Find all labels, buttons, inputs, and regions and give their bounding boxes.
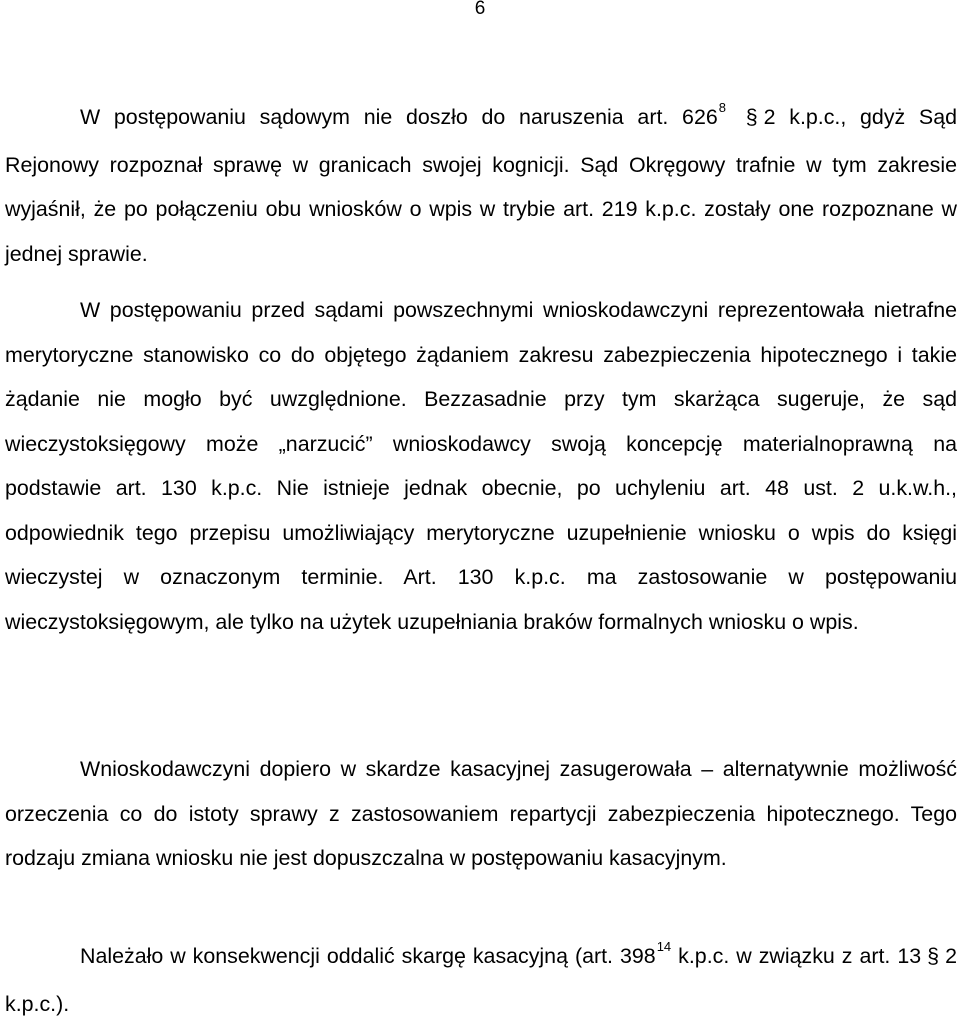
paragraph-4-text-b: k.p.c. w związku z art. 13 (678, 944, 922, 968)
paragraph-2 (5, 288, 957, 644)
paragraph-1-text-b: 2 k.p.c., gdyż Sąd Rejonowy rozpoznał sprawę w granicach swojej kognicji. Sąd Okręgowy trafnie w tym zakresie wyjaśnił, że po połączeniu obu wniosków o wpis w trybie art. 219 k.p.c. zostały one rozpoznane w jednej sprawie. (5, 105, 957, 266)
paragraph-1 (5, 95, 957, 276)
section-sign: § (745, 105, 758, 129)
paragraph-4 (5, 934, 957, 1026)
paragraph-1-text-a: W postępowaniu sądowym nie doszło do naruszenia art. 626 (80, 105, 718, 129)
paragraph-3 (5, 747, 957, 881)
page-number: 6 (474, 0, 486, 19)
paragraph-4-text-a: Należało w konsekwencji oddalić skargę kasacyjną (art. 398 (80, 944, 656, 968)
paragraph-2-text: W postępowaniu przed sądami powszechnymi wnioskodawczyni reprezentowała nietrafne merytoryczne stanowisko co do objętego żądaniem zakresu zabezpieczenia hipotecznego i takie żądanie nie mogło być uwzględnione. Bezzasadnie przy tym skarżąca sugeruje, że sąd wieczystoksięgowy może „narzucić” wnioskodawcy swoją koncepcję materialnoprawną na podstawie art. 130 k.p.c. Nie istnieje jednak obecnie, po uchyleniu art. 48 ust. 2 u.k.w.h., odpowiednik tego przepisu umożliwiający merytoryczne uzupełnienie wniosku o wpis do księgi wieczystej w oznaczonym terminie. Art. 130 k.p.c. ma zastosowanie w postępowaniu wieczystoksięgowym, ale tylko na użytek uzupełniania braków formalnych wniosku o wpis. (5, 298, 957, 634)
paragraph-4-text-c: 2 k.p.c.). (5, 944, 957, 1016)
section-sign: § (927, 944, 940, 968)
superscript-14: 14 (656, 939, 672, 954)
superscript-8: 8 (718, 100, 726, 115)
paragraph-3-text: Wnioskodawczyni dopiero w skardze kasacyjnej zasugerowała – alternatywnie możliwość orzeczenia co do istoty sprawy z zastosowaniem repartycji zabezpieczenia hipotecznego. Tego rodzaju zmiana wniosku nie jest dopuszczalna w postępowaniu kasacyjnym. (5, 757, 957, 870)
